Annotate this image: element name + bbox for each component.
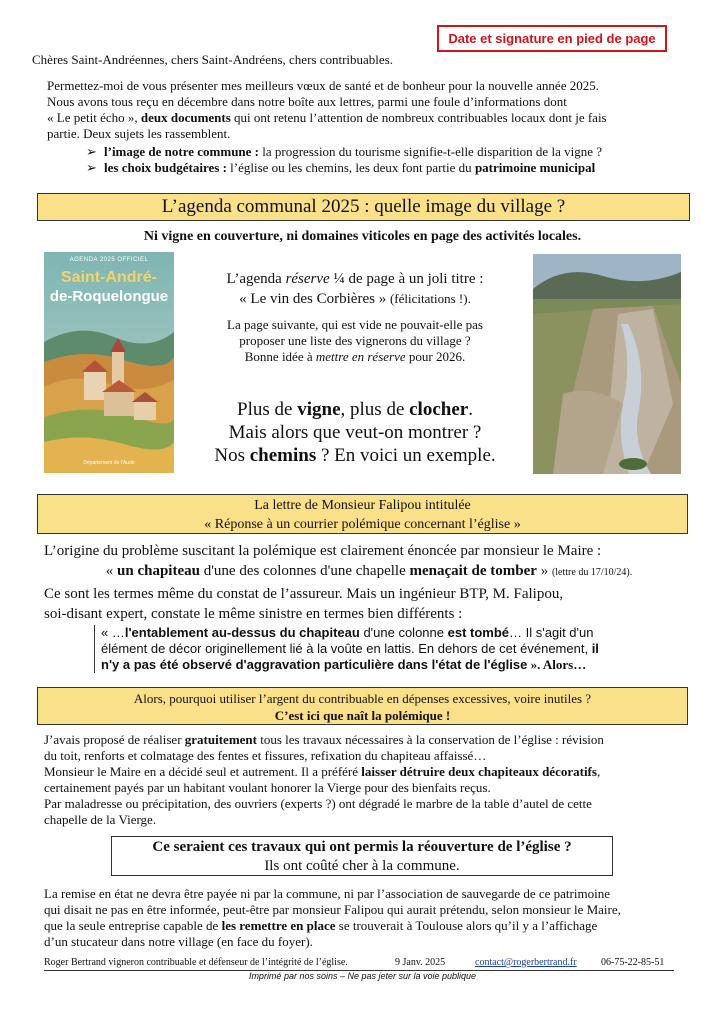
- proposal-line: Par maladresse ou précipitation, des ouvriers (experts ?) ont dégradé le marbre de la table d’autel de cette: [44, 796, 592, 811]
- agenda-bold: clocher: [409, 399, 469, 420]
- proposal-bold: gratuitement: [184, 732, 257, 747]
- box-line: Ils ont coûté cher à la commune.: [264, 858, 460, 874]
- quote-bold: ». Alors…: [527, 657, 587, 672]
- constat-line: Ce sont les termes même du constat de l’assureur. Mais un ingénieur BTP, M. Falipou,: [44, 586, 564, 602]
- quote-line: [101, 657, 695, 673]
- list-item: [86, 144, 602, 160]
- closing-text: que la seule entreprise capable de: [44, 918, 222, 933]
- agenda-text-c: [180, 317, 530, 365]
- proposal-text: Monsieur le Maire en a décidé seul et autrement. Il a préféré: [44, 764, 362, 779]
- intro-line: Permettez-moi de vous présenter mes meilleurs vœux de santé et de bonheur pour la nouvelle année 2025.: [47, 78, 599, 93]
- section-line: Alors, pourquoi utiliser l’argent du contribuable en dépenses excessives, voire inutiles ?: [133, 691, 592, 706]
- agenda-line: [180, 289, 530, 309]
- agenda-text: « Le vin des Corbières »: [239, 291, 390, 307]
- agenda-text: L’agenda: [226, 271, 286, 287]
- agenda-text: pour 2026.: [405, 349, 466, 364]
- quote-line: [101, 641, 695, 657]
- intro-text: « Le petit écho »,: [47, 110, 141, 125]
- quote-bold: est tombé: [447, 625, 510, 640]
- proposal-line: certainement payés par un habitant voulant honorer la Vierge pour des bienfaits reçus.: [44, 780, 491, 795]
- path-photo: [533, 254, 681, 474]
- section-line: C’est ici que naît la polémique !: [274, 708, 451, 723]
- section-subtitle-agenda: Ni vigne en couverture, ni domaines viticoles en page des activités locales.: [143, 229, 582, 244]
- origin-date: (lettre du 17/10/24).: [551, 567, 633, 578]
- box-line: Ce seraient ces travaux qui ont permis la réouverture de l’église ?: [152, 839, 572, 855]
- origin-text: d'une des colonnes d'une chapelle: [199, 563, 410, 579]
- agenda-line: [180, 270, 530, 289]
- agenda-text: .: [468, 399, 473, 420]
- agenda-cover-subtitle: de-Roquelongue: [49, 288, 169, 305]
- intro-text: qui ont retenu l’attention de nombreux contribuables locaux dont je fais: [230, 110, 607, 125]
- intro-line: partie. Deux sujets les rassemblent.: [47, 126, 231, 141]
- section-line: La lettre de Monsieur Falipou intitulée: [254, 498, 471, 513]
- constat-line: soi-disant expert, constate le même sinistre en termes bien différents :: [44, 606, 463, 622]
- bullet-text: la progression du tourisme signifie-t-elle disparition de la vigne ?: [259, 144, 602, 159]
- agenda-cover-top: AGENDA 2025 OFFICIEL: [69, 257, 149, 263]
- quote-text: … Il s'agit d'un: [509, 625, 594, 640]
- footer-phone: 06-75-22-85-51: [601, 957, 665, 968]
- agenda-line: La page suivante, qui est vide ne pouvait-elle pas: [227, 317, 483, 332]
- agenda-cover-bottom: Département de l’Aude: [83, 460, 135, 466]
- agenda-text-small: (félicitations !).: [389, 291, 471, 306]
- quote-bold: n'y a pas été observé d'aggravation particulière dans l'état de l'église: [101, 657, 528, 672]
- footer-email-link[interactable]: contact@rogerbertrand.fr: [475, 957, 577, 968]
- agenda-cover-image: [44, 252, 174, 473]
- arrow-bullet-icon: ➢: [86, 144, 97, 159]
- agenda-italic: mettre en réserve: [315, 349, 406, 364]
- bullet-list: [86, 144, 602, 176]
- agenda-text: Plus de: [237, 399, 298, 420]
- agenda-cover-title: Saint-André-: [61, 269, 157, 286]
- agenda-italic: réserve: [285, 271, 330, 287]
- footer-printed-note: Imprimé par nos soins – Ne pas jeter sur la voie publique: [248, 971, 477, 981]
- intro-line: Nous avons tous reçu en décembre dans notre boîte aux lettres, parmi une foule d’informations dont: [47, 94, 567, 109]
- closing-line: La remise en état ne devra être payée ni par la commune, ni par l’association de sauvegarde de ce patrimoine: [44, 886, 610, 901]
- footer-author: Roger Bertrand vigneron contribuable et défenseur de l’intégrité de l’église.: [44, 957, 348, 968]
- closing-line: [44, 918, 694, 934]
- closing-paragraph: [44, 886, 694, 950]
- origin-text: »: [536, 563, 552, 579]
- falipou-quote: [94, 625, 695, 673]
- constat-paragraph: [44, 584, 694, 624]
- proposal-text: tous les travaux nécessaires à la conservation de l’église : révision: [256, 732, 604, 747]
- agenda-line: proposer une liste des vignerons du village ?: [239, 333, 471, 348]
- proposal-line: du toit, renforts et colmatage des fentes et fissures, refixation du chapiteau affaissé…: [44, 748, 487, 763]
- agenda-text: ? En voici un exemple.: [316, 445, 496, 466]
- origin-paragraph: [44, 541, 694, 583]
- intro-bold: deux documents: [140, 110, 231, 125]
- bullet-text: l’église ou les chemins, les deux font partie du: [226, 160, 475, 175]
- works-question-box: [111, 836, 613, 876]
- closing-line: d’un stucateur dans notre village (en face du foyer).: [44, 934, 313, 949]
- bullet-bold: patrimoine municipal: [474, 160, 596, 175]
- quote-text: « …: [101, 625, 125, 640]
- origin-line: [44, 561, 694, 583]
- agenda-text-d: [180, 398, 530, 467]
- agenda-line: [180, 398, 530, 421]
- section-title-letter: [37, 494, 688, 534]
- closing-line: qui disait ne pas en être informée, peut-être par monsieur Falipou qui aurait prétendu, selon monsieur le Maire,: [44, 902, 621, 917]
- origin-text: «: [105, 563, 118, 579]
- agenda-line: Mais alors que veut-on montrer ?: [228, 422, 482, 443]
- agenda-line: [180, 444, 530, 467]
- quote-bold: l'entablement au-dessus du chapiteau: [124, 625, 360, 640]
- closing-text: se trouverait à Toulouse alors qu’il y a l’affichage: [335, 918, 598, 933]
- agenda-bold: vigne: [297, 399, 341, 420]
- list-item: [86, 160, 602, 176]
- section-title-agenda: L’agenda communal 2025 : quelle image du village ?: [37, 193, 690, 221]
- agenda-text-a: [180, 270, 530, 309]
- bullet-bold: les choix budgétaires :: [104, 160, 227, 175]
- bullet-bold: l’image de notre commune :: [104, 144, 260, 159]
- proposal-paragraph: [44, 732, 694, 828]
- proposal-line: [44, 732, 694, 748]
- origin-bold: menaçait de tomber: [409, 563, 537, 579]
- agenda-text: Bonne idée à: [244, 349, 316, 364]
- agenda-text: Nos: [214, 445, 250, 466]
- proposal-line: [44, 764, 694, 780]
- path-photo-illustration: [533, 254, 681, 474]
- proposal-text: J’avais proposé de réaliser: [44, 732, 185, 747]
- intro-line: [47, 110, 687, 126]
- origin-line: L’origine du problème suscitant la polémique est clairement énoncée par monsieur le Maire :: [44, 543, 602, 559]
- proposal-line: chapelle de la Vierge.: [44, 812, 157, 827]
- greeting: Chères Saint-Andréennes, chers Saint-Andréens, chers contribuables.: [32, 52, 393, 67]
- agenda-bold: chemins: [249, 445, 317, 466]
- arrow-bullet-icon: ➢: [86, 160, 97, 175]
- section-title-polemique: [37, 687, 688, 725]
- quote-line: [101, 625, 695, 641]
- agenda-text: ¼ de page à un joli titre :: [329, 271, 484, 287]
- date-signature-notice: Date et signature en pied de page: [437, 25, 667, 52]
- quote-bold: il: [591, 641, 599, 656]
- quote-text: d'une colonne: [359, 625, 448, 640]
- quote-text: élément de décor originellement lié à la voûte en lattis. En dehors de cet événement,: [101, 641, 592, 656]
- intro-paragraph: [47, 78, 687, 142]
- footer-date: 9 Janv. 2025: [395, 957, 446, 968]
- closing-bold: les remettre en place: [221, 918, 336, 933]
- section-line: « Réponse à un courrier polémique concernant l’église »: [204, 517, 521, 532]
- agenda-line: [180, 349, 530, 365]
- proposal-text: ,: [596, 764, 601, 779]
- proposal-bold: laisser détruire deux chapiteaux décoratifs: [361, 764, 597, 779]
- origin-bold: un chapiteau: [117, 563, 200, 579]
- agenda-text: , plus de: [340, 399, 410, 420]
